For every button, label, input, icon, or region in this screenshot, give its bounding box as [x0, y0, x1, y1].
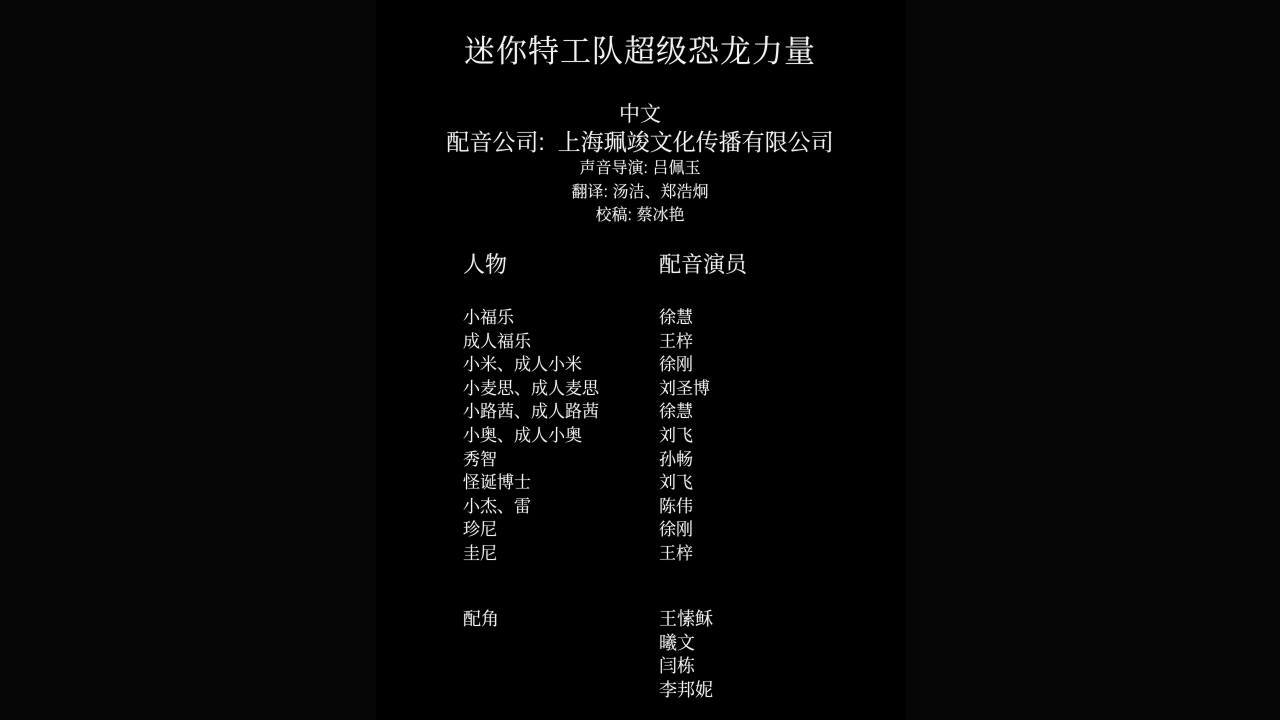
actor-name: 徐刚	[659, 355, 693, 375]
crew-line: 翻译: 汤洁、郑浩炯	[571, 183, 709, 201]
character-name: 怪诞博士	[463, 473, 531, 493]
supporting-actor-list	[659, 608, 893, 702]
actor-name: 王梓	[659, 543, 693, 563]
crew-line: 校稿: 蔡冰艳	[595, 207, 685, 224]
cast-row	[463, 306, 893, 330]
cast-row	[463, 424, 893, 448]
dubbing-company-line: 配音公司: 上海珮竣文化传播有限公司	[446, 129, 834, 155]
cast-row	[463, 330, 893, 354]
character-name: 珍尼	[463, 520, 497, 540]
supporting-actor-name: 李邦妮	[659, 679, 713, 700]
actor-name: 王梓	[659, 331, 693, 351]
cast-row	[463, 377, 893, 401]
show-title: 迷你特工队超级恐龙力量	[464, 34, 816, 69]
cast-row	[463, 471, 893, 495]
character-name: 小麦思、成人麦思	[463, 378, 599, 398]
supporting-label: 配角	[463, 609, 499, 629]
actor-name: 徐刚	[659, 520, 693, 540]
language-label: 中文	[619, 103, 661, 126]
column-header-actor: 配音演员	[659, 252, 748, 277]
crew-credits	[0, 157, 1280, 228]
supporting-actor-name: 曦文	[659, 632, 695, 653]
cast-row	[463, 495, 893, 519]
character-name: 小杰、雷	[463, 496, 531, 516]
cast-row	[463, 448, 893, 472]
character-name: 小奥、成人小奥	[463, 425, 582, 445]
actor-name: 刘飞	[659, 425, 693, 445]
character-name: 小福乐	[463, 308, 514, 327]
actor-name: 徐慧	[659, 402, 693, 422]
cast-row	[463, 400, 893, 424]
actor-name: 陈伟	[659, 496, 693, 516]
cast-row	[463, 542, 893, 566]
actor-name: 刘圣博	[659, 378, 710, 398]
character-name: 小路茜、成人路茜	[463, 402, 599, 422]
crew-line: 声音导演: 吕佩玉	[579, 160, 701, 177]
character-name: 圭尼	[463, 543, 497, 563]
character-name: 秀智	[463, 449, 497, 469]
actor-name: 刘飞	[659, 473, 693, 493]
supporting-actor-name: 王愫稣	[659, 609, 713, 629]
cast-rows	[463, 306, 893, 566]
cast-table	[463, 252, 893, 566]
character-name: 成人福乐	[463, 331, 531, 351]
cast-row	[463, 353, 893, 377]
cast-row	[463, 518, 893, 542]
supporting-actor-name: 闫栋	[659, 656, 695, 676]
supporting-section	[463, 608, 893, 702]
actor-name: 孙畅	[659, 449, 693, 469]
cast-table-header	[463, 252, 893, 278]
column-header-character: 人物	[463, 252, 508, 277]
actor-name: 徐慧	[659, 308, 693, 327]
character-name: 小米、成人小米	[463, 355, 582, 375]
